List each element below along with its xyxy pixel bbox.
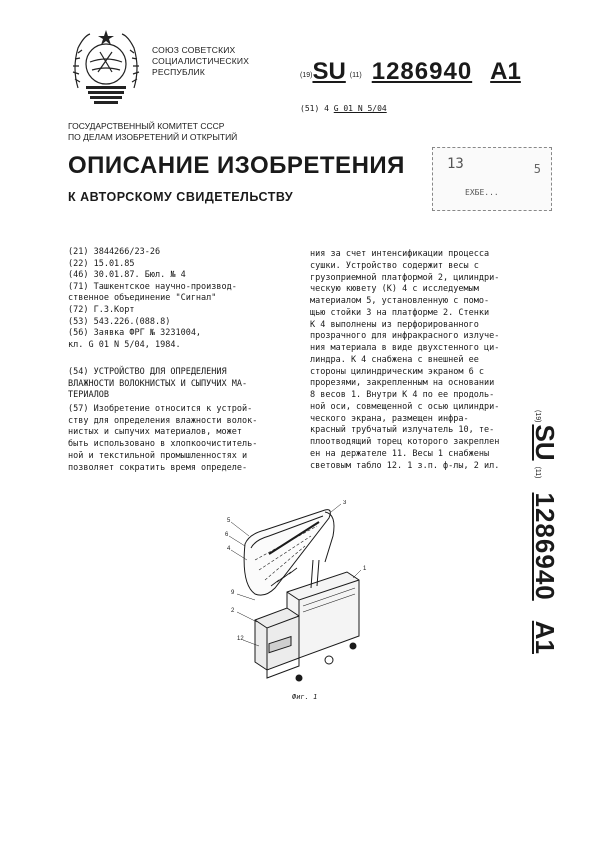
biblio-line: (53) 543.226.(088.8) <box>68 316 171 327</box>
title-line: (54) УСТРОЙСТВО ДЛЯ ОПРЕДЕЛЕНИЯ <box>68 367 227 377</box>
document-title: ОПИСАНИЕ ИЗОБРЕТЕНИЯ <box>68 152 405 179</box>
country-code: SU <box>530 424 560 461</box>
patent-number: 1286940 <box>530 492 560 601</box>
abstract-line: ния материала в виде двухстенного ци- <box>310 343 500 353</box>
abstract-line: ству для определения влажности волок- <box>68 415 258 426</box>
stamp-text: ЕХБЕ... <box>465 188 499 197</box>
kind-code: A1 <box>490 58 521 85</box>
abstract-line: материалом 5, установленную с помо- <box>310 296 490 306</box>
inid-code-11: (11) <box>534 466 541 479</box>
org-line: СОЦИАЛИСТИЧЕСКИХ <box>152 56 250 66</box>
svg-text:12: 12 <box>237 636 244 642</box>
abstract-line: быть использовано в хлопкоочиститель- <box>68 439 258 450</box>
abstract-line: (57) Изобретение относится к устрой- <box>68 404 253 414</box>
svg-text:6: 6 <box>225 532 229 538</box>
biblio-line: (56) Заявка ФРГ № 3231004, <box>68 328 202 339</box>
svg-text:3: 3 <box>343 500 347 506</box>
inid-code-19: (19) <box>300 72 313 79</box>
abstract-line: ния за счет интенсификации процесса <box>310 249 490 259</box>
svg-text:4: 4 <box>227 546 231 552</box>
patent-number: 1286940 <box>371 58 473 85</box>
abstract-line: стороны цилиндрическим экраном 6 с <box>310 366 484 377</box>
biblio-line: (22) 15.01.85 <box>68 258 135 269</box>
title-line: ВЛАЖНОСТИ ВОЛОКНИСТЫХ И СЫПУЧИХ МА- <box>68 378 248 389</box>
abstract-line: щью стойки 3 на платформе 2. Стенки <box>310 307 490 318</box>
abstract-line: прорезями, закрепленным на основании <box>310 378 495 389</box>
abstract-line: ной оси, совмещенной с осью цилиндри- <box>310 401 500 412</box>
abstract-right-column <box>310 249 546 472</box>
abstract-line: нистых и сыпучих материалов, может <box>68 427 242 438</box>
inid-code-19: (19) <box>534 410 541 423</box>
committee-name <box>68 121 237 143</box>
abstract-line: позволяет сократить время определе- <box>68 462 248 473</box>
abstract-line: грузоприемной платформой 2, цилиндри- <box>310 272 500 283</box>
document-subtitle: К АВТОРСКОМУ СВИДЕТЕЛЬСТВУ <box>68 190 294 204</box>
device-drawing <box>225 500 375 700</box>
biblio-line: (21) 3844266/23-26 <box>68 247 161 257</box>
stamp-text: 5 <box>533 162 541 176</box>
bibliographic-data <box>68 247 298 351</box>
biblio-line: (46) 30.01.87. Бюл. № 4 <box>68 270 186 281</box>
abstract-left-column <box>68 404 302 474</box>
ipc-class: G 01 N 5/04 <box>333 104 387 113</box>
figure-caption: Фиг. 1 <box>292 693 318 701</box>
biblio-line: (72) Г.З.Корт <box>68 304 135 315</box>
ussr-emblem <box>68 28 144 108</box>
org-name <box>152 45 249 78</box>
abstract-line: красный трубчатый излучатель 10, те- <box>310 425 495 436</box>
abstract-line: ной и текстильной промышленностях и <box>68 450 248 461</box>
library-stamp <box>432 147 552 211</box>
svg-text:5: 5 <box>227 518 231 524</box>
committee-line: ГОСУДАРСТВЕННЫЙ КОМИТЕТ СССР <box>68 121 225 131</box>
abstract-line: световым табло 12. 1 з.п. ф-лы, 2 ил. <box>310 460 500 471</box>
svg-text:9: 9 <box>231 590 235 596</box>
biblio-line: кл. G 01 N 5/04, 1984. <box>68 339 181 350</box>
biblio-line: ственное объединение "Сигнал" <box>68 293 217 304</box>
ipc-code: (51) 4 <box>300 104 329 113</box>
patent-number-block <box>300 58 521 86</box>
abstract-line: ческую кювету (К) 4 с исследуемым <box>310 284 479 295</box>
ipc-classification <box>300 104 387 113</box>
abstract-line: сушки. Устройство содержит весы с <box>310 260 479 271</box>
org-line: СОЮЗ СОВЕТСКИХ <box>152 45 236 55</box>
abstract-line: линдра. К 4 снабжена с внешней ее <box>310 354 479 365</box>
inid-code-11: (11) <box>349 72 362 79</box>
org-line: РЕСПУБЛИК <box>152 67 206 77</box>
svg-text:2: 2 <box>231 608 235 614</box>
abstract-line: плоотводящий торец которого закреплен <box>310 437 500 447</box>
stamp-text: 13 <box>447 156 464 172</box>
svg-text:1: 1 <box>363 566 367 572</box>
kind-code: A1 <box>530 620 560 654</box>
biblio-line: (71) Ташкентское научно-производ- <box>68 281 237 292</box>
abstract-line: прозрачного для инфракрасного излуче- <box>310 331 500 342</box>
country-code: SU <box>312 58 346 85</box>
abstract-line: 8 весов 1. Внутри К 4 по ее продоль- <box>310 390 495 400</box>
title-line: ТЕРИАЛОВ <box>68 390 109 401</box>
committee-line: ПО ДЕЛАМ ИЗОБРЕТЕНИЙ И ОТКРЫТИЙ <box>68 132 238 142</box>
abstract-line: ческого экрана, размещен инфра- <box>310 413 469 424</box>
abstract-line: ен на держателе 11. Весы 1 снабжены <box>310 448 490 459</box>
abstract-line: К 4 выполнены из перфорированного <box>310 319 479 330</box>
invention-title <box>68 367 300 402</box>
